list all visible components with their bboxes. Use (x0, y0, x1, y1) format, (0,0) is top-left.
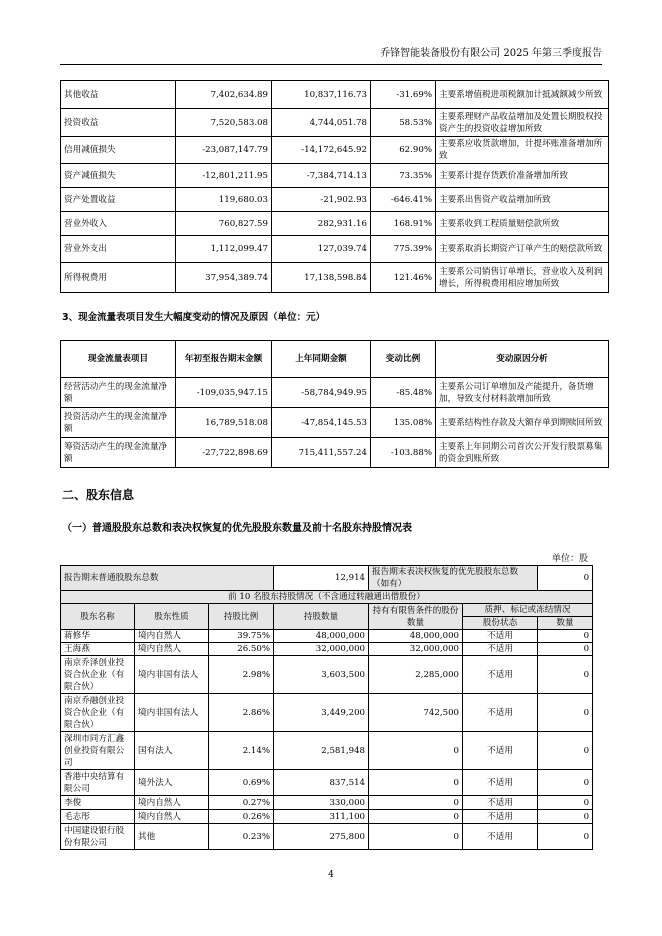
column-header: 上年同期金额 (272, 341, 371, 378)
holder-name: 南京乔融创业投资合伙企业（有限合伙） (61, 694, 135, 732)
table-row (61, 109, 609, 137)
holder-count: 0 (538, 630, 593, 643)
holder-qty: 275,800 (274, 824, 369, 850)
holder-nature: 境内自然人 (135, 643, 209, 656)
holder-nature: 其他 (135, 824, 209, 850)
holder-count: 0 (538, 796, 593, 810)
table-row (61, 796, 593, 810)
change-cell: 775.39% (371, 236, 436, 263)
item-cell: 经营活动产生的现金流量净额 (61, 378, 176, 408)
holder-ratio: 26.50% (209, 643, 274, 656)
holder-ratio: 0.27% (209, 796, 274, 810)
prior-cell: -58,784,949.95 (272, 378, 371, 408)
reason-cell: 主要系计提存货跌价准备增加所致 (436, 164, 609, 188)
top10-title: 前 10 名股东持股情况（不含通过转融通出借股份） (61, 591, 593, 604)
current-cell: 7,520,583.08 (176, 109, 272, 137)
holder-name: 深圳市同方汇鑫创业投资有限公司 (61, 732, 135, 770)
item-cell: 营业外支出 (61, 236, 176, 263)
table-row (61, 188, 609, 212)
holder-restricted: 48,000,000 (369, 630, 463, 643)
holder-restricted: 32,000,000 (369, 643, 463, 656)
table-row (61, 378, 609, 408)
holder-name: 蒋修华 (61, 630, 135, 643)
holder-restricted: 0 (369, 770, 463, 796)
column-header: 变动比例 (371, 341, 436, 378)
column-header: 持股比例 (209, 604, 274, 630)
table-row (61, 824, 593, 850)
holder-nature: 境内自然人 (135, 796, 209, 810)
holder-count: 0 (538, 824, 593, 850)
prior-cell: 4,744,051.78 (272, 109, 371, 137)
holder-count: 0 (538, 770, 593, 796)
item-cell: 投资收益 (61, 109, 176, 137)
table-row (61, 263, 609, 293)
holder-qty: 837,514 (274, 770, 369, 796)
column-header: 年初至报告期末金额 (176, 341, 272, 378)
section-two-title: 二、股东信息 (62, 488, 135, 502)
reason-cell: 主要系取消长期资产订单产生的赔偿款所致 (436, 236, 609, 263)
table-row (61, 212, 609, 236)
current-cell: 1,112,099.47 (176, 236, 272, 263)
change-cell: -31.69% (371, 81, 436, 109)
holder-status: 不适用 (463, 824, 538, 850)
reason-cell: 主要系收到工程质量赔偿款所致 (436, 212, 609, 236)
reason-cell: 主要系公司销售订单增长，营业收入及利润增长，所得税费用相应增加所致 (436, 263, 609, 293)
change-cell: -85.48% (371, 378, 436, 408)
current-cell: 7,402,634.89 (176, 81, 272, 109)
item-cell: 资产减值损失 (61, 164, 176, 188)
preferred-holders-value: 0 (538, 566, 593, 591)
holder-qty: 311,100 (274, 810, 369, 824)
holder-nature: 境内自然人 (135, 810, 209, 824)
holder-qty: 3,603,500 (274, 656, 369, 694)
table-row (61, 164, 609, 188)
reason-cell: 主要系出售资产收益增加所致 (436, 188, 609, 212)
table-row (61, 236, 609, 263)
reason-cell: 主要系理财产品收益增加及处置长期股权投资产生的投资收益增加所致 (436, 109, 609, 137)
column-header: 持股数量 (274, 604, 369, 630)
holder-nature: 境外法人 (135, 770, 209, 796)
holder-status: 不适用 (463, 630, 538, 643)
table-row (61, 408, 609, 438)
total-holders-value: 12,914 (274, 566, 369, 591)
holder-name: 南京乔泽创业投资合伙企业（有限合伙） (61, 656, 135, 694)
reason-cell: 主要系上年同期公司首次公开发行股票募集的资金到账所致 (436, 438, 609, 468)
holder-ratio: 0.26% (209, 810, 274, 824)
reason-cell: 主要系结构性存款及大额存单到期赎回所致 (436, 408, 609, 438)
prior-cell: -47,854,145.53 (272, 408, 371, 438)
current-cell: 16,789,518.08 (176, 408, 272, 438)
column-header: 股东名称 (61, 604, 135, 630)
column-header: 持有有限售条件的股份数量 (369, 604, 463, 630)
holder-qty: 32,000,000 (274, 643, 369, 656)
table-row (61, 643, 593, 656)
prior-cell: -14,172,645.92 (272, 137, 371, 164)
change-cell: 121.46% (371, 263, 436, 293)
prior-cell: 127,039.74 (272, 236, 371, 263)
current-cell: -12,801,211.95 (176, 164, 272, 188)
change-cell: 168.91% (371, 212, 436, 236)
holder-ratio: 2.98% (209, 656, 274, 694)
section-3-title: 3、现金流量表项目发生大幅度变动的情况及原因（单位：元） (62, 312, 326, 323)
change-cell: 58.53% (371, 109, 436, 137)
holder-status: 不适用 (463, 643, 538, 656)
holder-ratio: 2.14% (209, 732, 274, 770)
holder-nature: 国有法人 (135, 732, 209, 770)
holder-count: 0 (538, 694, 593, 732)
change-cell: 62.90% (371, 137, 436, 164)
item-cell: 其他收益 (61, 81, 176, 109)
table-row (61, 438, 609, 468)
holder-restricted: 0 (369, 810, 463, 824)
summary-row (61, 566, 593, 591)
holder-status: 不适用 (463, 732, 538, 770)
holder-ratio: 39.75% (209, 630, 274, 643)
holder-status: 不适用 (463, 810, 538, 824)
holder-restricted: 0 (369, 824, 463, 850)
table-row (61, 137, 609, 164)
table-row (61, 81, 609, 109)
holder-name: 中国建设银行股份有限公司 (61, 824, 135, 850)
change-cell: 73.35% (371, 164, 436, 188)
report-title: 乔锋智能装备股份有限公司 2025 年第三季度报告 (380, 48, 602, 59)
prior-cell: 17,138,598.84 (272, 263, 371, 293)
holder-qty: 3,449,200 (274, 694, 369, 732)
holder-status: 不适用 (463, 656, 538, 694)
holder-restricted: 0 (369, 732, 463, 770)
item-cell: 筹资活动产生的现金流量净额 (61, 438, 176, 468)
column-header: 股份状态 (463, 617, 538, 630)
table-header-row (61, 341, 609, 378)
table-header-row (61, 604, 593, 617)
prior-cell: -21,902.93 (272, 188, 371, 212)
holder-nature: 境内非国有法人 (135, 694, 209, 732)
holder-ratio: 0.69% (209, 770, 274, 796)
change-cell: 135.08% (371, 408, 436, 438)
holder-count: 0 (538, 732, 593, 770)
change-cell: -646.41% (371, 188, 436, 212)
item-cell: 投资活动产生的现金流量净额 (61, 408, 176, 438)
table-row (61, 656, 593, 694)
column-header: 现金流量表项目 (61, 341, 176, 378)
cashflow-change-table (60, 340, 609, 468)
item-cell: 信用减值损失 (61, 137, 176, 164)
holder-restricted: 2,285,000 (369, 656, 463, 694)
income-change-table (60, 80, 609, 293)
page-header (60, 44, 602, 65)
holder-ratio: 0.23% (209, 824, 274, 850)
holder-name: 香港中央结算有限公司 (61, 770, 135, 796)
top10-title-row (61, 591, 593, 604)
holder-name: 李俊 (61, 796, 135, 810)
column-header: 数量 (538, 617, 593, 630)
current-cell: -27,722,898.69 (176, 438, 272, 468)
current-cell: -109,035,947.15 (176, 378, 272, 408)
current-cell: 119,680.03 (176, 188, 272, 212)
holder-ratio: 2.86% (209, 694, 274, 732)
column-header: 股东性质 (135, 604, 209, 630)
holder-name: 王海燕 (61, 643, 135, 656)
holder-qty: 2,581,948 (274, 732, 369, 770)
holder-count: 0 (538, 643, 593, 656)
holder-qty: 48,000,000 (274, 630, 369, 643)
holder-restricted: 742,500 (369, 694, 463, 732)
holder-count: 0 (538, 656, 593, 694)
current-cell: -23,087,147.79 (176, 137, 272, 164)
total-holders-label: 报告期末普通股股东总数 (61, 566, 274, 591)
table-row (61, 770, 593, 796)
section-two-one-title: （一）普通股股东总数和表决权恢复的优先股股东数量及前十名股东持股情况表 (62, 523, 412, 534)
current-cell: 760,827.59 (176, 212, 272, 236)
item-cell: 资产处置收益 (61, 188, 176, 212)
table-row (61, 694, 593, 732)
holder-status: 不适用 (463, 770, 538, 796)
shareholders-table (60, 565, 593, 850)
reason-cell: 主要系公司订单增加及产能提升，备货增加，导致支付材料款增加所致 (436, 378, 609, 408)
holder-status: 不适用 (463, 694, 538, 732)
change-cell: -103.88% (371, 438, 436, 468)
holder-nature: 境内非国有法人 (135, 656, 209, 694)
item-cell: 所得税费用 (61, 263, 176, 293)
prior-cell: 715,411,557.24 (272, 438, 371, 468)
reason-cell: 主要系增值税进项税额加计抵减额减少所致 (436, 81, 609, 109)
prior-cell: 10,837,116.73 (272, 81, 371, 109)
holder-count: 0 (538, 810, 593, 824)
unit-label: 单位：股 (551, 554, 588, 564)
table-row (61, 630, 593, 643)
table-row (61, 810, 593, 824)
holder-name: 毛志彤 (61, 810, 135, 824)
column-header: 变动原因分析 (436, 341, 609, 378)
holder-status: 不适用 (463, 796, 538, 810)
prior-cell: -7,384,714.13 (272, 164, 371, 188)
column-header: 质押、标记或冻结情况 (463, 604, 593, 617)
holder-restricted: 0 (369, 796, 463, 810)
current-cell: 37,954,389.74 (176, 263, 272, 293)
holder-nature: 境内自然人 (135, 630, 209, 643)
prior-cell: 282,931.16 (272, 212, 371, 236)
table-row (61, 732, 593, 770)
preferred-holders-label: 报告期末表决权恢复的优先股股东总数（如有） (369, 566, 538, 591)
reason-cell: 主要系应收货款增加，计提坏账准备增加所致 (436, 137, 609, 164)
item-cell: 营业外收入 (61, 212, 176, 236)
page-number: 4 (328, 870, 334, 880)
holder-qty: 330,000 (274, 796, 369, 810)
